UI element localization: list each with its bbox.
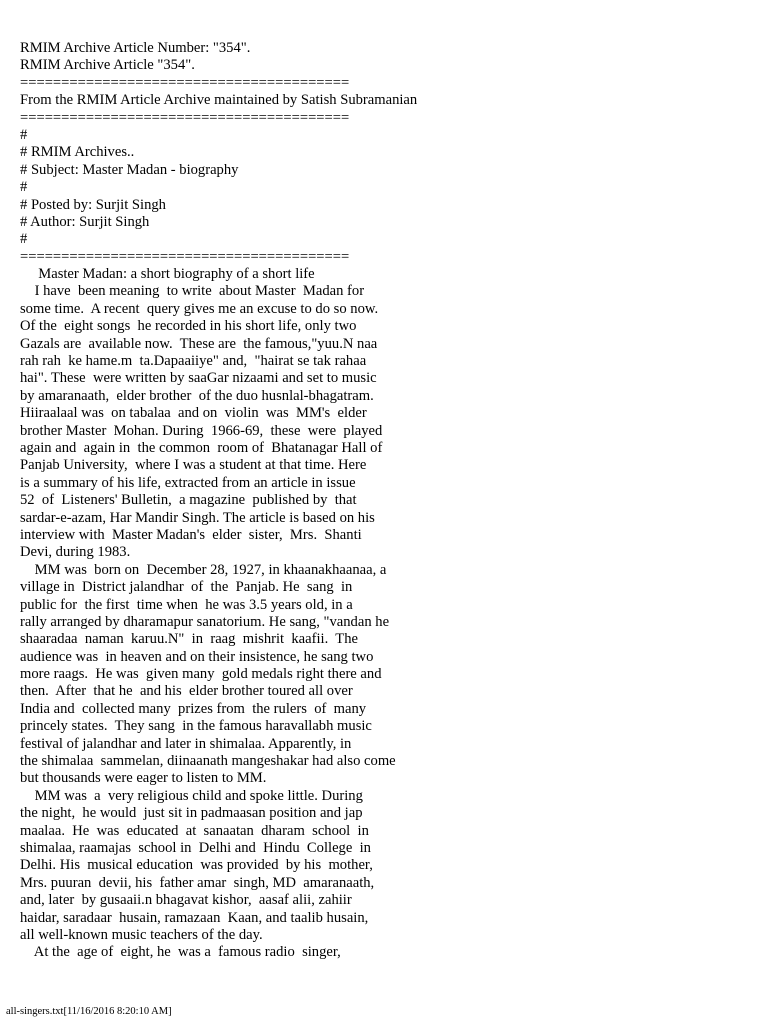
text-line: RMIM Archive Article Number: "354". xyxy=(20,40,251,56)
text-line: ======================================== xyxy=(20,74,350,91)
text-line: ======================================== xyxy=(20,109,350,126)
text-line: but thousands were eager to listen to MM. xyxy=(20,770,267,787)
text-line: maalaa. He was educated at sanaatan dharam school in xyxy=(20,822,369,839)
text-line: shaaradaa naman karuu.N" in raag mishrit kaafii. The xyxy=(20,631,358,648)
text-line: the shimalaa sammelan, diinaanath mangeshakar had also come xyxy=(20,753,396,770)
text-line: interview with Master Madan's elder sister, Mrs. Shanti xyxy=(20,526,362,543)
text-line: all well-known music teachers of the day. xyxy=(20,926,263,943)
text-line: rah rah ke hame.m ta.Dapaaiiye" and, "hairat se tak rahaa xyxy=(20,353,367,370)
text-line: audience was in heaven and on their insistence, he sang two xyxy=(20,648,374,665)
text-line: public for the first time when he was 3.5 years old, in a xyxy=(20,596,353,613)
text-line: I have been meaning to write about Master Madan for xyxy=(20,283,365,300)
text-line: again and again in the common room of Bhatanagar Hall of xyxy=(20,439,383,456)
text-line: princely states. They sang in the famous haravallabh music xyxy=(20,718,372,735)
text-line: Panjab University, where I was a student at that time. Here xyxy=(20,457,367,474)
text-line: Mrs. puuran devii, his father amar singh, MD amaranaath, xyxy=(20,874,375,891)
article-text xyxy=(20,40,760,962)
text-line: Delhi. His musical education was provided by his mother, xyxy=(20,857,373,874)
text-line: then. After that he and his elder brother toured all over xyxy=(20,683,353,700)
text-line: Of the eight songs he recorded in his short life, only two xyxy=(20,318,357,335)
text-line: brother Master Mohan. During 1966-69, these were played xyxy=(20,422,383,439)
text-line: haidar, saradaar husain, ramazaan Kaan, and taalib husain, xyxy=(20,909,369,926)
text-line: ======================================== xyxy=(20,248,350,265)
text-line: shimalaa, raamajas school in Delhi and Hindu College in xyxy=(20,839,371,856)
text-line: # RMIM Archives.. xyxy=(20,144,135,161)
text-line: Gazals are available now. These are the famous,"yuu.N naa xyxy=(20,335,378,352)
text-line: sardar-e-azam, Har Mandir Singh. The article is based on his xyxy=(20,509,375,526)
page-footer: all-singers.txt[11/16/2016 8:20:10 AM] xyxy=(6,1006,172,1017)
text-line: # Subject: Master Madan - biography xyxy=(20,161,239,178)
text-line: Devi, during 1983. xyxy=(20,544,131,561)
text-line: some time. A recent query gives me an excuse to do so now. xyxy=(20,300,379,317)
text-line: India and collected many prizes from the rulers of many xyxy=(20,700,367,717)
text-line: From the RMIM Article Archive maintained by Satish Subramanian xyxy=(20,92,418,109)
text-line: is a summary of his life, extracted from an article in issue xyxy=(20,474,356,491)
text-line: and, later by gusaaii.n bhagavat kishor, aasaf alii, zahiir xyxy=(20,892,352,909)
text-line: # Author: Surjit Singh xyxy=(20,213,150,230)
text-line: At the age of eight, he was a famous radio singer, xyxy=(20,944,341,961)
text-line: Hiiraalaal was on tabalaa and on violin was MM's elder xyxy=(20,405,367,422)
text-line: festival of jalandhar and later in shimalaa. Apparently, in xyxy=(20,735,352,752)
text-line: # xyxy=(20,231,28,248)
text-line: # Posted by: Surjit Singh xyxy=(20,196,166,213)
text-line: MM was a very religious child and spoke little. During xyxy=(20,787,363,804)
text-line: by amaranaath, elder brother of the duo husnlal-bhagatram. xyxy=(20,387,374,404)
text-line: the night, he would just sit in padmaasan position and jap xyxy=(20,805,363,822)
text-line: hai". These were written by saaGar nizaami and set to music xyxy=(20,370,377,387)
text-line: Master Madan: a short biography of a short life xyxy=(20,266,315,283)
text-line: 52 of Listeners' Bulletin, a magazine published by that xyxy=(20,492,357,509)
text-line: more raags. He was given many gold medals right there and xyxy=(20,666,382,683)
text-line: # xyxy=(20,179,28,196)
text-line: RMIM Archive Article "354". xyxy=(20,57,195,74)
text-line: # xyxy=(20,126,28,143)
text-line: MM was born on December 28, 1927, in khaanakhaanaa, a xyxy=(20,561,387,578)
text-line: village in District jalandhar of the Panjab. He sang in xyxy=(20,579,353,596)
text-line: rally arranged by dharamapur sanatorium. He sang, "vandan he xyxy=(20,613,390,630)
